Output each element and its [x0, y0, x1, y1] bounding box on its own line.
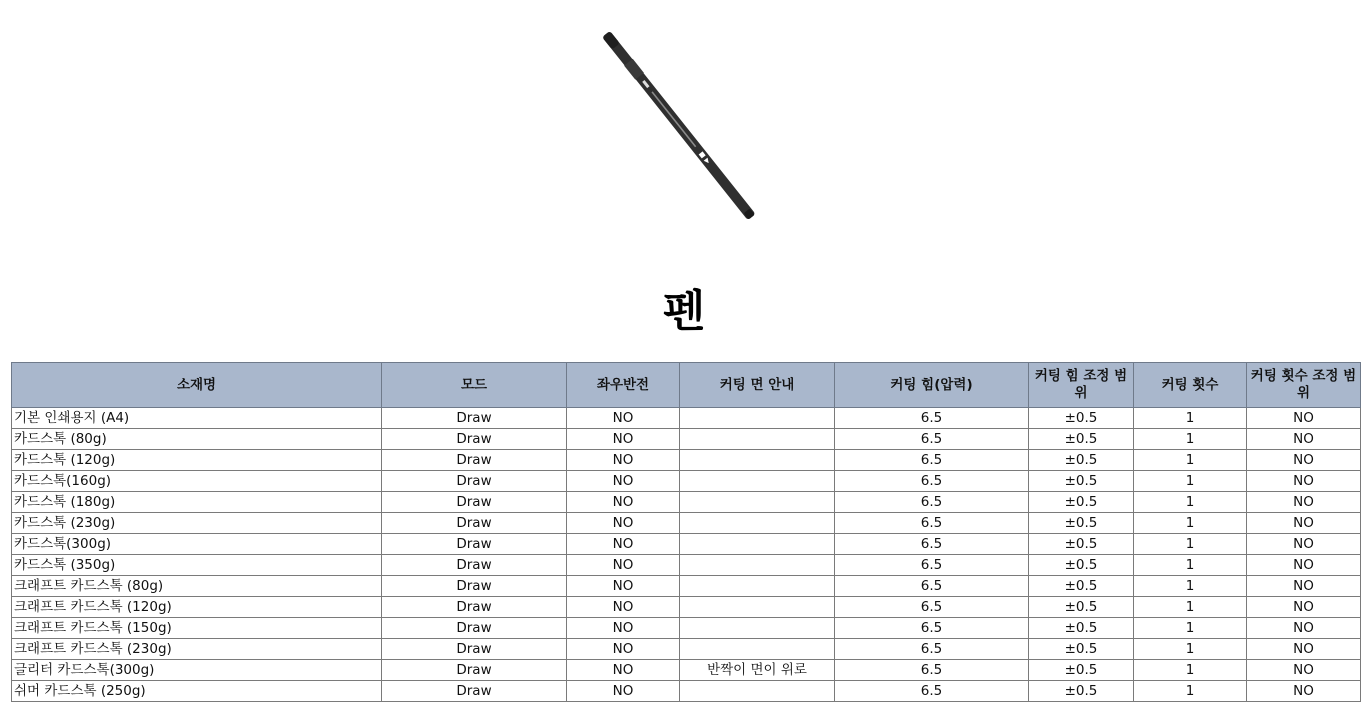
cell-pressure-range: ±0.5: [1029, 471, 1134, 492]
cell-pressure-range: ±0.5: [1029, 534, 1134, 555]
cell-mirror: NO: [567, 408, 680, 429]
header-cut-pressure: 커팅 힘(압력): [835, 363, 1029, 408]
cell-cut-count: 1: [1134, 534, 1247, 555]
table-row: [12, 534, 1361, 555]
cell-cut-count: 1: [1134, 597, 1247, 618]
cell-mode: Draw: [382, 576, 567, 597]
cell-cut-pressure: 6.5: [835, 681, 1029, 702]
page-title: 펜: [662, 286, 706, 337]
cell-cut-pressure: 6.5: [835, 555, 1029, 576]
cell-material: 기본 인쇄용지 (A4): [12, 408, 382, 429]
cell-cut-pressure: 6.5: [835, 471, 1029, 492]
table-header-row: [12, 363, 1361, 408]
cell-cut-pressure: 6.5: [835, 492, 1029, 513]
cell-count-range: NO: [1247, 429, 1361, 450]
cell-cut-count: 1: [1134, 681, 1247, 702]
cell-cut-side-guide: [680, 450, 835, 471]
cell-cut-pressure: 6.5: [835, 597, 1029, 618]
cell-pressure-range: ±0.5: [1029, 660, 1134, 681]
cell-count-range: NO: [1247, 576, 1361, 597]
cell-mode: Draw: [382, 450, 567, 471]
cell-mode: Draw: [382, 681, 567, 702]
table-row: [12, 597, 1361, 618]
cell-pressure-range: ±0.5: [1029, 576, 1134, 597]
cell-count-range: NO: [1247, 681, 1361, 702]
cell-count-range: NO: [1247, 408, 1361, 429]
cell-pressure-range: ±0.5: [1029, 597, 1134, 618]
table-row: [12, 555, 1361, 576]
table-row: [12, 660, 1361, 681]
cell-material: 크래프트 카드스톡 (230g): [12, 639, 382, 660]
cell-pressure-range: ±0.5: [1029, 492, 1134, 513]
cell-cut-side-guide: [680, 618, 835, 639]
cell-cut-pressure: 6.5: [835, 534, 1029, 555]
cell-mode: Draw: [382, 429, 567, 450]
cell-cut-count: 1: [1134, 408, 1247, 429]
table-row: [12, 576, 1361, 597]
cell-mirror: NO: [567, 597, 680, 618]
cell-count-range: NO: [1247, 450, 1361, 471]
cell-material: 카드스톡 (230g): [12, 513, 382, 534]
pen-illustration: [560, 20, 800, 220]
table-row: [12, 639, 1361, 660]
cell-count-range: NO: [1247, 618, 1361, 639]
table-body: [12, 408, 1361, 702]
cell-mirror: NO: [567, 471, 680, 492]
cell-material: 카드스톡(300g): [12, 534, 382, 555]
table-row: [12, 429, 1361, 450]
cell-mode: Draw: [382, 534, 567, 555]
table-row: [12, 450, 1361, 471]
table-row: [12, 408, 1361, 429]
cell-cut-pressure: 6.5: [835, 576, 1029, 597]
settings-table: [11, 362, 1361, 702]
header-cut-side-guide: 커팅 면 안내: [680, 363, 835, 408]
cell-mirror: NO: [567, 681, 680, 702]
cell-pressure-range: ±0.5: [1029, 681, 1134, 702]
cell-material: 크래프트 카드스톡 (120g): [12, 597, 382, 618]
cell-cut-side-guide: [680, 597, 835, 618]
cell-material: 크래프트 카드스톡 (80g): [12, 576, 382, 597]
cell-pressure-range: ±0.5: [1029, 408, 1134, 429]
cell-mirror: NO: [567, 576, 680, 597]
cell-cut-count: 1: [1134, 450, 1247, 471]
cell-cut-side-guide: [680, 555, 835, 576]
table-row: [12, 681, 1361, 702]
table-row: [12, 618, 1361, 639]
cell-pressure-range: ±0.5: [1029, 513, 1134, 534]
cell-cut-count: 1: [1134, 492, 1247, 513]
cell-cut-side-guide: [680, 408, 835, 429]
cell-count-range: NO: [1247, 639, 1361, 660]
cell-material: 카드스톡 (350g): [12, 555, 382, 576]
cell-cut-side-guide: [680, 492, 835, 513]
cell-mode: Draw: [382, 660, 567, 681]
cell-count-range: NO: [1247, 513, 1361, 534]
cell-cut-count: 1: [1134, 513, 1247, 534]
cell-mode: Draw: [382, 471, 567, 492]
table-row: [12, 492, 1361, 513]
cell-count-range: NO: [1247, 534, 1361, 555]
cell-material: 카드스톡 (180g): [12, 492, 382, 513]
cell-mirror: NO: [567, 618, 680, 639]
cell-cut-pressure: 6.5: [835, 639, 1029, 660]
cell-cut-side-guide: [680, 576, 835, 597]
cell-mirror: NO: [567, 450, 680, 471]
cell-cut-side-guide: [680, 534, 835, 555]
pen-icon: [560, 20, 800, 220]
cell-cut-count: 1: [1134, 660, 1247, 681]
cell-pressure-range: ±0.5: [1029, 450, 1134, 471]
cell-pressure-range: ±0.5: [1029, 639, 1134, 660]
cell-count-range: NO: [1247, 597, 1361, 618]
cell-cut-pressure: 6.5: [835, 513, 1029, 534]
header-mode: 모드: [382, 363, 567, 408]
cell-cut-side-guide: [680, 513, 835, 534]
cell-mode: Draw: [382, 513, 567, 534]
cell-pressure-range: ±0.5: [1029, 429, 1134, 450]
cell-material: 카드스톡(160g): [12, 471, 382, 492]
cell-count-range: NO: [1247, 492, 1361, 513]
cell-cut-side-guide: [680, 471, 835, 492]
table-row: [12, 513, 1361, 534]
cell-mode: Draw: [382, 408, 567, 429]
cell-material: 크래프트 카드스톡 (150g): [12, 618, 382, 639]
cell-cut-count: 1: [1134, 555, 1247, 576]
cell-cut-count: 1: [1134, 429, 1247, 450]
cell-cut-pressure: 6.5: [835, 660, 1029, 681]
cell-mirror: NO: [567, 513, 680, 534]
cell-material: 카드스톡 (120g): [12, 450, 382, 471]
cell-cut-side-guide: 반짝이 면이 위로: [680, 660, 835, 681]
cell-mirror: NO: [567, 429, 680, 450]
cell-mode: Draw: [382, 597, 567, 618]
cell-pressure-range: ±0.5: [1029, 618, 1134, 639]
cell-count-range: NO: [1247, 660, 1361, 681]
header-cut-count: 커팅 횟수: [1134, 363, 1247, 408]
cell-cut-count: 1: [1134, 639, 1247, 660]
cell-count-range: NO: [1247, 555, 1361, 576]
cell-cut-pressure: 6.5: [835, 450, 1029, 471]
header-mirror: 좌우반전: [567, 363, 680, 408]
header-pressure-range: 커팅 힘 조정 범위: [1029, 363, 1134, 408]
pen-label-text: [651, 91, 696, 147]
cell-count-range: NO: [1247, 471, 1361, 492]
cell-mode: Draw: [382, 492, 567, 513]
header-count-range: 커팅 횟수 조정 범위: [1247, 363, 1361, 408]
cell-material: 쉬머 카드스톡 (250g): [12, 681, 382, 702]
cell-material: 카드스톡 (80g): [12, 429, 382, 450]
cell-cut-count: 1: [1134, 618, 1247, 639]
cell-mirror: NO: [567, 492, 680, 513]
cell-cut-pressure: 6.5: [835, 408, 1029, 429]
cell-cut-side-guide: [680, 429, 835, 450]
cell-material: 글리터 카드스톡(300g): [12, 660, 382, 681]
cell-mode: Draw: [382, 555, 567, 576]
cell-cut-count: 1: [1134, 576, 1247, 597]
header-material: 소재명: [12, 363, 382, 408]
cell-pressure-range: ±0.5: [1029, 555, 1134, 576]
cell-cut-side-guide: [680, 681, 835, 702]
cell-cut-pressure: 6.5: [835, 429, 1029, 450]
cell-mode: Draw: [382, 639, 567, 660]
cell-mirror: NO: [567, 534, 680, 555]
table-row: [12, 471, 1361, 492]
cell-mirror: NO: [567, 639, 680, 660]
cell-cut-count: 1: [1134, 471, 1247, 492]
cell-mirror: NO: [567, 555, 680, 576]
cell-mirror: NO: [567, 660, 680, 681]
cell-cut-side-guide: [680, 639, 835, 660]
cell-cut-pressure: 6.5: [835, 618, 1029, 639]
cell-mode: Draw: [382, 618, 567, 639]
